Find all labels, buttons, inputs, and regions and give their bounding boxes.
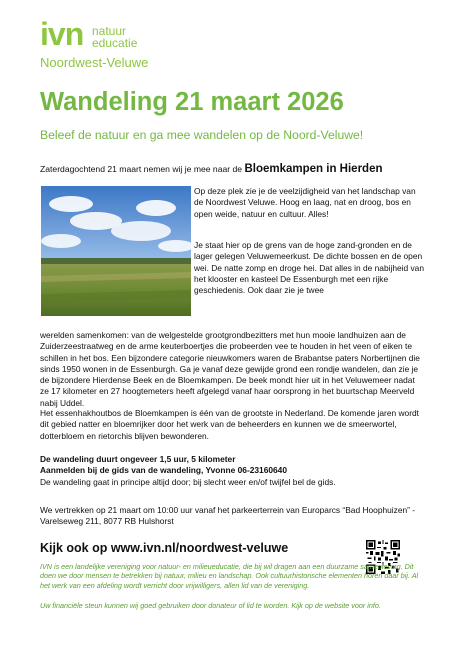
paragraph-landscape: Op deze plek zie je de veelzijdigheid van het landschap van de Noordwest Veluwe. Hoog en laag, nat en droog, bos en open weide, natuur en cultuur. Alles! (194, 186, 416, 219)
footer-about: IVN is een landelijke vereniging voor natuur- en milieueducatie, die bij wil dragen aan een duurzame samenleving. Dit doen we door mensen te betrekken bij natuur, milieu en landschap. Ook cultuurhistorische elementen horen daar bij. Al het werk van een afdeling wordt verricht door vrijwilligers, allen lid van de vereniging. (40, 562, 419, 590)
page-title: Wandeling 21 maart 2026 (40, 88, 344, 116)
logo-brand: ivn (40, 16, 84, 52)
paragraph-worlds: werelden samenkomen: van de welgestelde grootgrondbezitters met hun mooie landhuizen aan de Zuiderzeestraatweg en de arme keuterboertjes die probeerden vee te houden in het veen of eiken te schillen in het bos. Een bijzondere categorie nieuwkomers waren de Brabantse paters Norbertijnen die sinds 1950 wonen in de Essenburgh. Ga je vanaf deze gewijde grond een rondje wandelen, dan zie je de bijzondere Hierdense Beek en de Bloemkampen. De beek mondt hier uit in het Veluwemeer nadat ze 17 kilometer en 27 hoogtemeters heeft afgelegd vanaf haar oorsprong in het buurtschap Meerveld nabij Uddel. (40, 330, 420, 408)
logo-tagline (92, 26, 137, 49)
walk-weather: De wandeling gaat in principe altijd door; bij slecht weer en/of twijfel bel de gids. (40, 476, 336, 487)
walk-details (40, 454, 425, 488)
intro-line (40, 163, 383, 175)
website-link[interactable]: Kijk ook op www.ivn.nl/noordwest-veluwe (40, 541, 289, 555)
intro-text: Zaterdagochtend 21 maart nemen wij je mee naar de (40, 164, 243, 174)
logo-line1: natuur (92, 24, 127, 38)
logo-region: Noordwest-Veluwe (40, 55, 149, 70)
paragraph-essenhakhout: Het essenhakhoutbos de Bloemkampen is één van de grootste in Nederland. De komende jaren wordt dit gebied natter en bloemrijker door het werk van de beheerders en kunnen we de smeerwortel, dotterbloem en rietorchis blijven bewonderen. (40, 408, 419, 441)
footer-support: Uw financiële steun kunnen wij goed gebruiken door donateur of lid te worden. Kijk op de website voor info. (40, 601, 381, 610)
landscape-photo (41, 186, 191, 316)
paragraph-border: Je staat hier op de grens van de hoge zand-gronden en de lager gelegen Veluwemeerkust. De dichte bossen en de open wei. De natte zomp en droge hei. Dat alles in de nabijheid van het klooster en kasteel De Essenburgh met een rijke geschiedenis. Ook daar zie je twee (194, 240, 424, 296)
walk-register: Aanmelden bij de gids van de wandeling, Yvonne 06-23160640 (40, 465, 287, 476)
intro-place: Bloemkampen in Hierden (244, 163, 383, 175)
departure-info: We vertrekken op 21 maart om 10:00 uur vanaf het parkeerterrein van Europarcs “Bad Hoophuizen” - Varelseweg 211, 8077 RB Hulshorst (40, 505, 416, 527)
page-subtitle: Beleef de natuur en ga mee wandelen op de Noord-Veluwe! (40, 128, 364, 142)
walk-duration: De wandeling duurt ongeveer 1,5 uur, 5 kilometer (40, 454, 236, 464)
logo-line2: educatie (92, 35, 138, 50)
ivn-logo (40, 16, 210, 73)
